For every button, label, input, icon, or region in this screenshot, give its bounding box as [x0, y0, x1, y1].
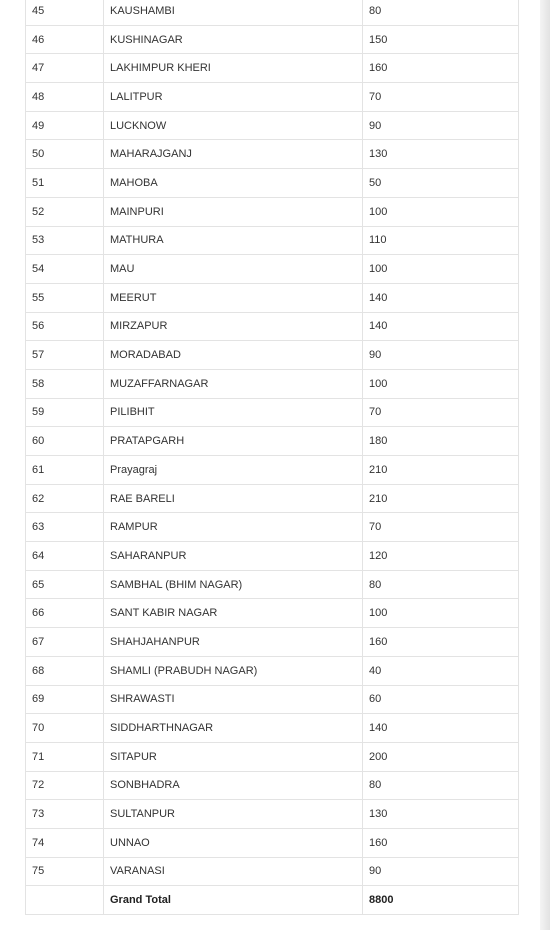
district-name-cell: PRATAPGARH — [104, 427, 363, 456]
table-row — [26, 771, 519, 800]
district-name-cell: RAMPUR — [104, 513, 363, 542]
table-row — [26, 83, 519, 112]
district-name-cell: SHAMLI (PRABUDH NAGAR) — [104, 656, 363, 685]
row-number-cell: 54 — [26, 255, 104, 284]
row-number-cell: 70 — [26, 714, 104, 743]
row-number-cell: 55 — [26, 283, 104, 312]
row-number-cell: 59 — [26, 398, 104, 427]
table-row — [26, 542, 519, 571]
value-cell: 70 — [363, 513, 519, 542]
district-name-cell: SITAPUR — [104, 742, 363, 771]
grand-total-value: 8800 — [363, 886, 519, 915]
district-name-cell: VARANASI — [104, 857, 363, 886]
district-name-cell: SULTANPUR — [104, 800, 363, 829]
value-cell: 160 — [363, 628, 519, 657]
district-name-cell: SONBHADRA — [104, 771, 363, 800]
row-number-cell: 65 — [26, 570, 104, 599]
table-row — [26, 341, 519, 370]
table-row — [26, 226, 519, 255]
table-row — [26, 628, 519, 657]
value-cell: 150 — [363, 25, 519, 54]
row-number-cell: 61 — [26, 456, 104, 485]
row-number-cell: 51 — [26, 169, 104, 198]
row-number-cell: 63 — [26, 513, 104, 542]
table-body — [26, 0, 519, 915]
value-cell: 100 — [363, 369, 519, 398]
district-name-cell: PILIBHIT — [104, 398, 363, 427]
district-name-cell: MAHOBA — [104, 169, 363, 198]
value-cell: 160 — [363, 54, 519, 83]
row-number-cell: 52 — [26, 197, 104, 226]
table-row — [26, 169, 519, 198]
district-name-cell: MORADABAD — [104, 341, 363, 370]
table-row — [26, 25, 519, 54]
district-name-cell: SIDDHARTHNAGAR — [104, 714, 363, 743]
page-scroll-edge — [540, 0, 550, 930]
district-table — [25, 0, 519, 915]
value-cell: 140 — [363, 283, 519, 312]
district-name-cell: MATHURA — [104, 226, 363, 255]
table-row — [26, 456, 519, 485]
value-cell: 80 — [363, 0, 519, 25]
row-number-cell: 75 — [26, 857, 104, 886]
value-cell: 210 — [363, 484, 519, 513]
value-cell: 120 — [363, 542, 519, 571]
table-row — [26, 828, 519, 857]
row-number-cell: 49 — [26, 111, 104, 140]
row-number-cell: 48 — [26, 83, 104, 112]
value-cell: 90 — [363, 857, 519, 886]
table-row — [26, 742, 519, 771]
row-number-cell: 73 — [26, 800, 104, 829]
value-cell: 50 — [363, 169, 519, 198]
row-number-cell: 69 — [26, 685, 104, 714]
row-number-cell: 64 — [26, 542, 104, 571]
table-row — [26, 0, 519, 25]
row-number-cell: 56 — [26, 312, 104, 341]
district-name-cell: UNNAO — [104, 828, 363, 857]
district-name-cell: MIRZAPUR — [104, 312, 363, 341]
table-row — [26, 800, 519, 829]
row-number-cell: 58 — [26, 369, 104, 398]
table-row — [26, 685, 519, 714]
value-cell: 140 — [363, 312, 519, 341]
value-cell: 210 — [363, 456, 519, 485]
district-name-cell: MUZAFFARNAGAR — [104, 369, 363, 398]
table-row — [26, 197, 519, 226]
district-name-cell: RAE BARELI — [104, 484, 363, 513]
value-cell: 130 — [363, 140, 519, 169]
value-cell: 80 — [363, 771, 519, 800]
row-number-cell: 50 — [26, 140, 104, 169]
table-row — [26, 857, 519, 886]
district-name-cell: SANT KABIR NAGAR — [104, 599, 363, 628]
value-cell: 40 — [363, 656, 519, 685]
table-row — [26, 714, 519, 743]
district-name-cell: LUCKNOW — [104, 111, 363, 140]
table-row — [26, 427, 519, 456]
total-number-cell — [26, 886, 104, 915]
row-number-cell: 57 — [26, 341, 104, 370]
table-row — [26, 599, 519, 628]
value-cell: 90 — [363, 111, 519, 140]
value-cell: 70 — [363, 398, 519, 427]
value-cell: 100 — [363, 255, 519, 284]
table-row — [26, 656, 519, 685]
row-number-cell: 71 — [26, 742, 104, 771]
row-number-cell: 68 — [26, 656, 104, 685]
value-cell: 110 — [363, 226, 519, 255]
value-cell: 80 — [363, 570, 519, 599]
row-number-cell: 66 — [26, 599, 104, 628]
value-cell: 160 — [363, 828, 519, 857]
district-name-cell: MAU — [104, 255, 363, 284]
district-name-cell: KAUSHAMBI — [104, 0, 363, 25]
district-name-cell: SHAHJAHANPUR — [104, 628, 363, 657]
table-row — [26, 54, 519, 83]
district-name-cell: KUSHINAGAR — [104, 25, 363, 54]
table-row — [26, 283, 519, 312]
value-cell: 200 — [363, 742, 519, 771]
value-cell: 100 — [363, 599, 519, 628]
district-name-cell: MAHARAJGANJ — [104, 140, 363, 169]
grand-total-row — [26, 886, 519, 915]
row-number-cell: 67 — [26, 628, 104, 657]
row-number-cell: 46 — [26, 25, 104, 54]
district-name-cell: SHRAWASTI — [104, 685, 363, 714]
table-row — [26, 312, 519, 341]
grand-total-label: Grand Total — [104, 886, 363, 915]
row-number-cell: 74 — [26, 828, 104, 857]
district-name-cell: MEERUT — [104, 283, 363, 312]
row-number-cell: 53 — [26, 226, 104, 255]
table-row — [26, 369, 519, 398]
table-row — [26, 398, 519, 427]
value-cell: 60 — [363, 685, 519, 714]
district-name-cell: LALITPUR — [104, 83, 363, 112]
value-cell: 140 — [363, 714, 519, 743]
table-row — [26, 255, 519, 284]
district-table-container — [25, 0, 518, 915]
value-cell: 90 — [363, 341, 519, 370]
row-number-cell: 47 — [26, 54, 104, 83]
table-row — [26, 484, 519, 513]
value-cell: 180 — [363, 427, 519, 456]
district-name-cell: SAMBHAL (BHIM NAGAR) — [104, 570, 363, 599]
district-name-cell: Prayagraj — [104, 456, 363, 485]
value-cell: 70 — [363, 83, 519, 112]
table-row — [26, 111, 519, 140]
table-row — [26, 570, 519, 599]
row-number-cell: 45 — [26, 0, 104, 25]
row-number-cell: 72 — [26, 771, 104, 800]
table-row — [26, 140, 519, 169]
district-name-cell: LAKHIMPUR KHERI — [104, 54, 363, 83]
value-cell: 100 — [363, 197, 519, 226]
table-row — [26, 513, 519, 542]
value-cell: 130 — [363, 800, 519, 829]
district-name-cell: MAINPURI — [104, 197, 363, 226]
district-name-cell: SAHARANPUR — [104, 542, 363, 571]
row-number-cell: 62 — [26, 484, 104, 513]
row-number-cell: 60 — [26, 427, 104, 456]
